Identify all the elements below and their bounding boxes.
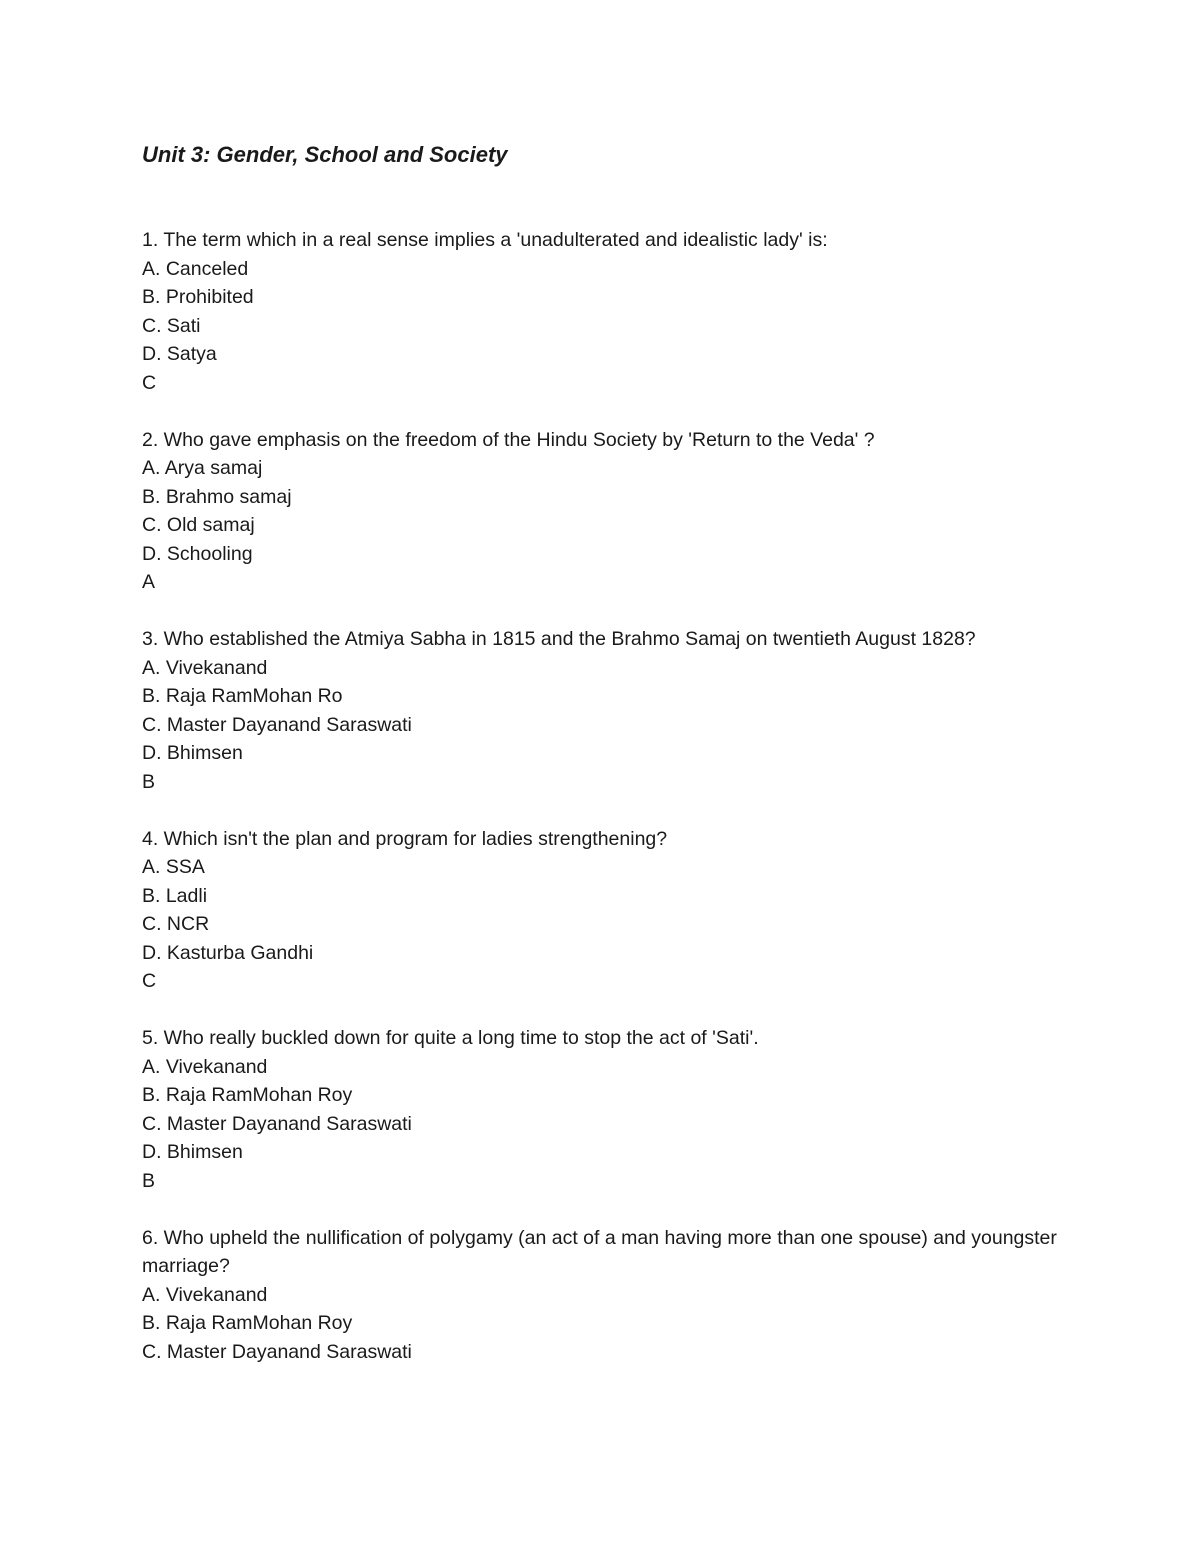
option-c: C. Master Dayanand Saraswati: [142, 713, 412, 736]
question-stem: 6. Who upheld the nullification of polygamy (an act of a man having more than one spouse) and youngster marriage?: [142, 1226, 1063, 1277]
option-d: D. Bhimsen: [142, 1141, 243, 1163]
option-d: D. Bhimsen: [142, 742, 243, 764]
option-c: C. Old samaj: [142, 514, 255, 536]
question-5: [142, 1024, 1082, 1195]
option-c: C. Sati: [142, 314, 201, 337]
option-a: A. SSA: [142, 856, 205, 878]
option-a: A. Arya samaj: [142, 457, 263, 479]
option-d: D. Kasturba Gandhi: [142, 941, 314, 964]
question-stem: 3. Who established the Atmiya Sabha in 1815 and the Brahmo Samaj on twentieth August 1828?: [142, 628, 976, 650]
option-c: C. NCR: [142, 913, 210, 935]
question-stem: 5. Who really buckled down for quite a long time to stop the act of 'Sati'.: [142, 1027, 759, 1049]
option-b: B. Brahmo samaj: [142, 485, 292, 508]
document-page: [142, 140, 1082, 1395]
option-b: B. Raja RamMohan Roy: [142, 1084, 353, 1106]
question-2: [142, 426, 1082, 597]
option-b: B. Prohibited: [142, 286, 254, 308]
option-a: A. Canceled: [142, 257, 249, 280]
option-a: A. Vivekanand: [142, 1283, 268, 1306]
option-b: B. Raja RamMohan Ro: [142, 685, 343, 707]
answer-key: C: [142, 371, 157, 394]
answer-key: B: [142, 1169, 156, 1192]
option-d: D. Schooling: [142, 542, 253, 565]
question-3: [142, 625, 1082, 796]
question-4: [142, 825, 1082, 996]
option-c: C. Master Dayanand Saraswati: [142, 1340, 412, 1363]
question-1: [142, 226, 1082, 397]
answer-key: B: [142, 770, 156, 793]
option-d: D. Satya: [142, 343, 217, 365]
answer-key: A: [142, 571, 156, 593]
question-6: [142, 1224, 1082, 1367]
document-title: Unit 3: Gender, School and Society: [142, 142, 508, 167]
question-stem: 4. Which isn't the plan and program for ladies strengthening?: [142, 827, 668, 850]
question-stem: 2. Who gave emphasis on the freedom of the Hindu Society by 'Return to the Veda' ?: [142, 428, 875, 451]
option-a: A. Vivekanand: [142, 656, 268, 679]
option-c: C. Master Dayanand Saraswati: [142, 1112, 412, 1135]
option-a: A. Vivekanand: [142, 1055, 268, 1078]
question-stem: 1. The term which in a real sense implies a 'unadulterated and idealistic lady' is:: [142, 229, 828, 251]
answer-key: C: [142, 970, 157, 992]
option-b: B. Raja RamMohan Roy: [142, 1312, 353, 1334]
option-b: B. Ladli: [142, 884, 208, 907]
